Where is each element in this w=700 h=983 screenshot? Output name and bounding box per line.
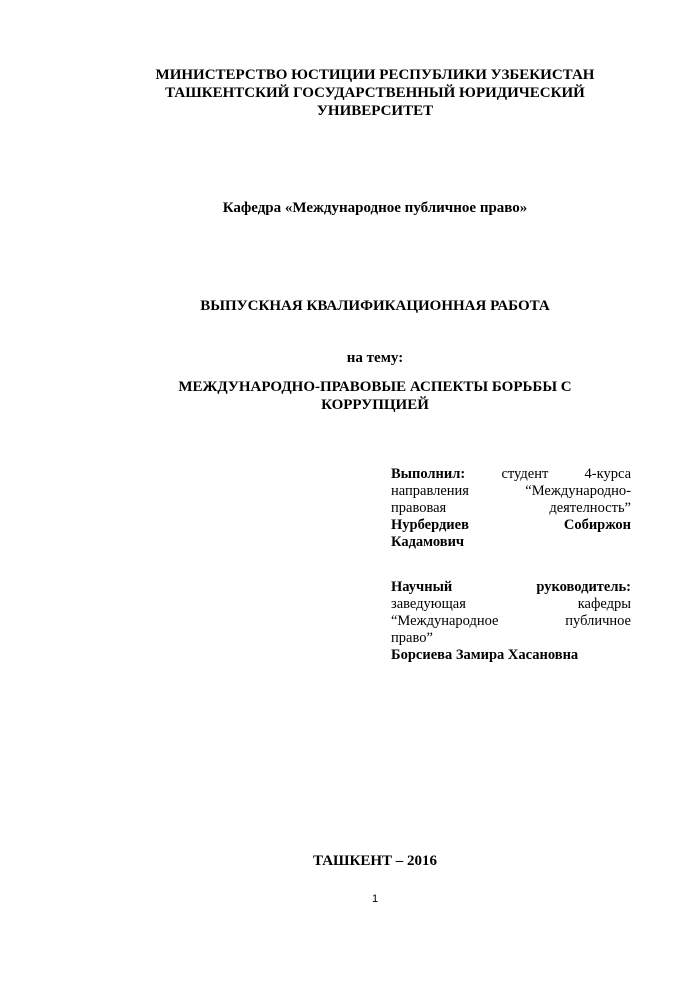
author-line-3: [391, 500, 631, 517]
topic-line-1: МЕЖДУНАРОДНО-ПРАВОВЫЕ АСПЕКТЫ БОРЬБЫ С: [178, 379, 572, 395]
author-direction-part2: правовая: [391, 500, 447, 516]
author-direction-label: направления: [391, 483, 469, 499]
author-first-name: Собиржон: [563, 517, 631, 533]
supervisor-label-word1: Научный: [391, 579, 453, 595]
ministry-line-2: ТАШКЕНТСКИЙ ГОСУДАРСТВЕННЫЙ ЮРИДИЧЕСКИЙ: [165, 85, 585, 101]
author-surname: Нурбердиев: [391, 517, 469, 533]
department-name: Кафедра «Международное публичное право»: [222, 200, 528, 216]
thesis-topic: [0, 378, 700, 414]
author-patronymic: Кадамович: [391, 534, 465, 550]
supervisor-dept-part3: право”: [391, 630, 433, 646]
topic-label: на тему:: [346, 350, 404, 366]
author-direction-part3: деятелность”: [549, 500, 631, 516]
author-direction-part1: “Международно-: [525, 483, 631, 499]
page-number: 1: [371, 893, 379, 905]
author-line-2: [391, 483, 631, 500]
supervisor-dept-part1: “Международное: [391, 613, 499, 629]
supervisor-line-2: [391, 596, 631, 613]
ministry-header: [0, 66, 700, 120]
ministry-line-1: МИНИСТЕРСТВО ЮСТИЦИИ РЕСПУБЛИКИ УЗБЕКИСТАН: [155, 67, 595, 83]
city-year: ТАШКЕНТ – 2016: [312, 853, 438, 869]
work-type-title: ВЫПУСКНАЯ КВАЛИФИКАЦИОННАЯ РАБОТА: [200, 298, 550, 314]
ministry-line-3: УНИВЕРСИТЕТ: [316, 103, 434, 119]
author-label: Выполнил:: [391, 466, 466, 482]
author-block: [391, 466, 631, 551]
author-line-4: [391, 517, 631, 534]
supervisor-position-dept: кафедры: [577, 596, 631, 612]
supervisor-name: Борсиева Замира Хасановна: [391, 647, 579, 663]
supervisor-label-word2: руководитель:: [536, 579, 631, 595]
author-status: студент: [501, 466, 549, 482]
topic-line-2: КОРРУПЦИЕЙ: [321, 397, 429, 413]
supervisor-position: заведующая: [391, 596, 466, 612]
author-course: 4-курса: [584, 466, 632, 482]
author-line-1: [391, 466, 631, 483]
supervisor-line-3: [391, 613, 631, 630]
supervisor-line-1: [391, 579, 631, 596]
supervisor-block: [391, 579, 631, 664]
supervisor-dept-part2: публичное: [565, 613, 631, 629]
